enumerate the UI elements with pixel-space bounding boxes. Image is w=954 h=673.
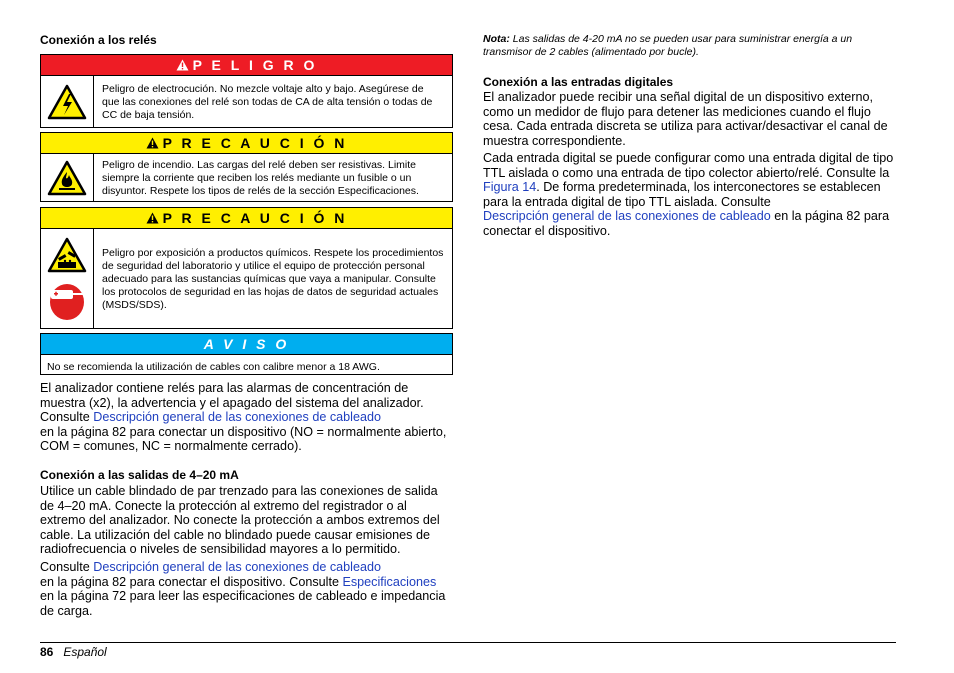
wiring-overview-link[interactable]: Descripción general de las conexiones de cableado bbox=[93, 410, 381, 425]
inputs-paragraph-2: Cada entrada digital se puede configurar como una entrada digital de tipo TTL aislada o como una entrada de tipo colector abierto/relé. Consulte la Figura 14. De forma predeterminada, los interconectores se establecen para la entrada digital de tipo TTL aislada. Consulte Descripción general de las conexiones de cableado en la página 82 para conectar el dispositivo. bbox=[483, 151, 894, 238]
fire-hazard-icon bbox=[47, 160, 87, 196]
relay-paragraph: El analizador contiene relés para las alarmas de concentración de muestra (x2), la advertencia y el apagado del sistema del analizador. Consulte Descripción general de las conexiones de cableado en la página 82 para conectar un dispositivo (NO = normalmente abierto, COM = comunes, NC = normalmente cerrado). bbox=[40, 381, 447, 454]
danger-text: Peligro de electrocución. No mezcle voltaje alto y bajo. Asegúrese de que las conexiones del relé son todas de CA de alta tensión o todas de CC de baja tensión. bbox=[102, 82, 433, 121]
heading-relays: Conexión a los relés bbox=[40, 33, 157, 47]
notice-header bbox=[41, 334, 452, 355]
caution-fire-box bbox=[40, 132, 453, 202]
page-number: 86 bbox=[40, 645, 54, 659]
caution-chemical-text: Peligro por exposición a productos químicos. Respete los procedimientos de seguridad del laboratorio y utilice el equipo de protección personal adecuado para las sustancias químicas que vaya a manipular. Consulte los protocolos de seguridad en las hojas de datos de seguridad actuales (MSDS/SDS). bbox=[102, 246, 444, 311]
footer bbox=[40, 645, 107, 659]
caution-chemical-box bbox=[40, 207, 453, 329]
footer-divider bbox=[40, 642, 896, 643]
wiring-overview-link[interactable]: Descripción general de las conexiones de cableado bbox=[483, 209, 771, 224]
warning-triangle-icon bbox=[146, 137, 159, 149]
danger-label: P E L I G R O bbox=[192, 57, 318, 73]
warning-triangle-icon bbox=[146, 212, 159, 224]
protective-equipment-icon bbox=[49, 281, 85, 321]
wiring-overview-link[interactable]: Descripción general de las conexiones de cableado bbox=[93, 560, 381, 574]
outputs-paragraph-1: Utilice un cable blindado de par trenzado para las conexiones de salida de 4–20 mA. Conecte la protección al extremo del registrador o al extremo del analizador. No conecte la protección a ambos extremos del cable. La utilización del cable no blindado puede causar emisiones de radiofrecuencia o niveles de sensibilidad mayores a lo permitido. bbox=[40, 484, 440, 557]
caution-fire-label: P R E C A U C I Ó N bbox=[162, 135, 348, 151]
notice-text: No se recomienda la utilización de cables con calibre menor a 18 AWG. bbox=[47, 360, 380, 373]
chemical-hazard-icon bbox=[47, 237, 87, 273]
outputs-paragraph-2: Consulte Descripción general de las conexiones de cableado en la página 82 para conectar el dispositivo. Consulte Especificaciones en la página 72 para leer las especificaciones de cableado e impedancia de carga. bbox=[40, 560, 446, 618]
electrical-hazard-icon bbox=[47, 84, 87, 120]
caution-fire-header bbox=[41, 133, 452, 154]
inputs-paragraph-1: El analizador puede recibir una señal digital de un dispositivo externo, como un medidor de flujo para detener las mediciones cuando el flujo cesa. Cada entrada discreta se utiliza para activar/desactivar el canal de muestra correspondiente. bbox=[483, 90, 888, 148]
note-paragraph: Nota: Las salidas de 4-20 mA no se pueden usar para suministrar energía a un transmisor de 2 cables (alimentado por bucle). bbox=[483, 33, 853, 58]
warning-triangle-icon bbox=[176, 59, 189, 71]
figure-14-link[interactable]: Figura 14 bbox=[483, 180, 537, 195]
notice-box bbox=[40, 333, 453, 375]
notice-label: A V I S O bbox=[203, 336, 290, 352]
caution-chemical-label: P R E C A U C I Ó N bbox=[162, 210, 348, 226]
note-label: Nota: bbox=[483, 33, 510, 45]
danger-box bbox=[40, 54, 453, 128]
heading-outputs: Conexión a las salidas de 4–20 mA bbox=[40, 468, 239, 482]
danger-header bbox=[41, 55, 452, 76]
footer-language: Español bbox=[63, 645, 107, 659]
caution-fire-text: Peligro de incendio. Las cargas del relé deben ser resistivas. Limite siempre la corriente que reciben los relés mediante un fusible o un disyuntor. Respete los tipos de relés de la sección Especificaciones. bbox=[102, 158, 419, 197]
specifications-link[interactable]: Especificaciones bbox=[342, 574, 437, 589]
heading-inputs: Conexión a las entradas digitales bbox=[483, 75, 674, 89]
caution-chemical-header bbox=[41, 208, 452, 229]
